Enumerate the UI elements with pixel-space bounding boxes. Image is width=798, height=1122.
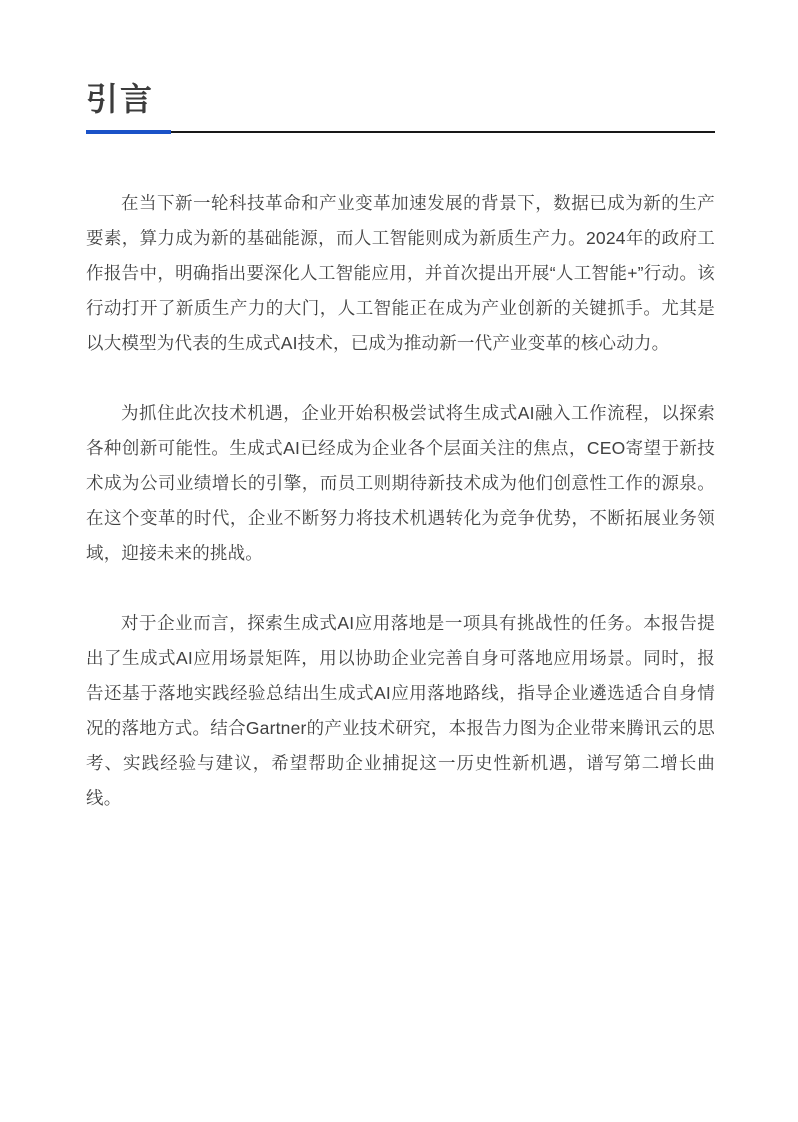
title-underline-accent	[86, 130, 171, 134]
title-underline	[86, 130, 715, 134]
title-underline-line	[171, 131, 715, 133]
paragraph-1: 在当下新一轮科技革命和产业变革加速发展的背景下，数据已成为新的生产要素，算力成为新的基础能源，而人工智能则成为新质生产力。2024年的政府工作报告中，明确指出要深化人工智能应用，并首次提出开展“人工智能+”行动。该行动打开了新质生产力的大门，人工智能正在成为产业创新的关键抓手。尤其是以大模型为代表的生成式AI技术，已成为推动新一代产业变革的核心动力。	[86, 193, 715, 353]
section-header	[86, 80, 715, 134]
page-title: 引言	[86, 81, 155, 117]
paragraph-3: 对于企业而言，探索生成式AI应用落地是一项具有挑战性的任务。本报告提出了生成式AI应用场景矩阵，用以协助企业完善自身可落地应用场景。同时，报告还基于落地实践经验总结出生成式AI应用落地路线，指导企业遴选适合自身情况的落地方式。结合Gartner的产业技术研究，本报告力图为企业带来腾讯云的思考、实践经验与建议，希望帮助企业捕捉这一历史性新机遇，谱写第二增长曲线。	[86, 613, 715, 808]
paragraph-2: 为抓住此次技术机遇，企业开始积极尝试将生成式AI融入工作流程，以探索各种创新可能性。生成式AI已经成为企业各个层面关注的焦点，CEO寄望于新技术成为公司业绩增长的引擎，而员工则期待新技术成为他们创意性工作的源泉。在这个变革的时代，企业不断努力将技术机遇转化为竞争优势，不断拓展业务领域，迎接未来的挑战。	[86, 403, 715, 563]
body-text	[86, 186, 715, 816]
